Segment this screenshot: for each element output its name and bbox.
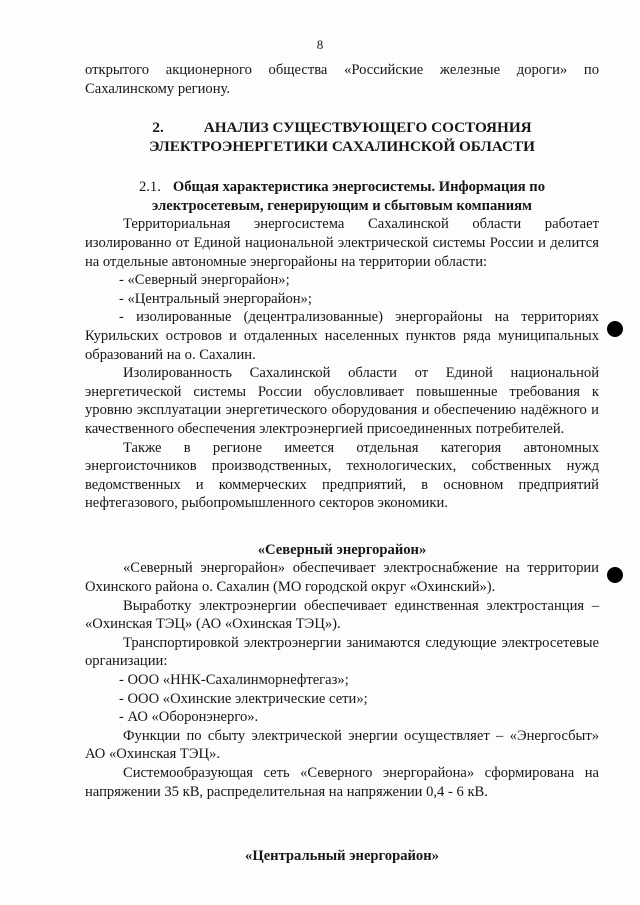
subsection-number: 2.1. <box>138 179 161 196</box>
grid-organization-item: - АО «Оборонэнерго». <box>119 709 259 726</box>
north-region-heading: «Северный энергорайон» <box>257 541 427 558</box>
binder-hole-mark <box>607 567 623 583</box>
north-paragraph-3: Транспортировкой электроэнергии занимаются следующие электросетевые организации: <box>85 634 599 670</box>
section-title: АНАЛИЗ СУЩЕСТВУЮЩЕГО СОСТОЯНИЯ ЭЛЕКТРОЭНЕРГЕТИКИ САХАЛИНСКОЙ ОБЛАСТИ <box>149 119 535 156</box>
general-paragraph-2: Изолированность Сахалинской области от Единой национальной энергетической системы России обусловливает повышенные требования к уровню эксплуатации энергетического оборудования и обеспечению надёжного и качественного обеспечения электроэнергией присоединенных потребителей. <box>85 365 599 437</box>
north-paragraph-5: Системообразующая сеть «Северного энергорайона» сформирована на напряжении 35 кВ, распределительная на напряжении 0,4 - 6 кВ. <box>85 765 599 800</box>
energy-region-item: - «Северный энергорайон»; <box>119 272 290 289</box>
subsection-heading <box>85 178 599 215</box>
grid-organization-item: - ООО «ННК-Сахалинморнефтегаз»; <box>119 672 349 689</box>
page-number: 8 <box>316 37 324 52</box>
grid-organization-item: - ООО «Охинские электрические сети»; <box>119 690 368 707</box>
section-number: 2. <box>152 119 164 137</box>
general-paragraph-3: Также в регионе имеется отдельная категория автономных энергоисточников производственных, технологических, собственных нужд ведомственных и коммерческих предприятий, в основном предприятий нефтегазового, рыбопромышленного секторов экономики. <box>85 439 599 512</box>
page-content <box>85 61 599 866</box>
north-paragraph-2: Выработку электроэнергии обеспечивает единственная электростанция – «Охинская ТЭЦ» (АО «Охинская ТЭЦ»). <box>85 597 599 633</box>
north-paragraph-1: «Северный энергорайон» обеспечивает электроснабжение на территории Охинского района о. Сахалин (МО городской округ «Охинский»). <box>85 560 599 596</box>
north-paragraph-4: Функции по сбыту электрической энергии осуществляет – «Энергосбыт» АО «Охинская ТЭЦ». <box>85 727 599 763</box>
general-paragraph-1: Территориальная энергосистема Сахалинской области работает изолированно от Единой национальной электрической системы России и делится на отдельные автономные энергорайоны на территории области: <box>85 216 599 270</box>
subsection-title: Общая характеристика энергосистемы. Информация по электросетевым, генерирующим и сбытовым компаниям <box>152 179 546 214</box>
central-region-heading: «Центральный энергорайон» <box>245 848 439 865</box>
intro-paragraph: открытого акционерного общества «Российские железные дороги» по Сахалинскому региону. <box>85 62 599 97</box>
section-heading <box>85 118 599 156</box>
energy-region-item: - «Центральный энергорайон»; <box>119 290 312 307</box>
energy-region-item: - изолированные (децентрализованные) энергорайоны на территориях Курильских островов и отдаленных населенных пунктов ряда муниципальных образований на о. Сахалин. <box>85 309 599 363</box>
binder-hole-mark <box>607 321 623 337</box>
